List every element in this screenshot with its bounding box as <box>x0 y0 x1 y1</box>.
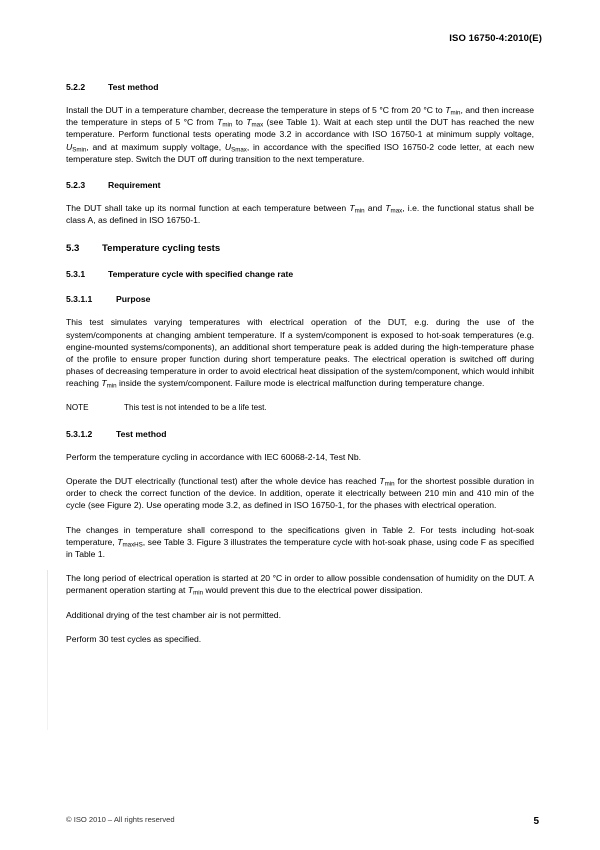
text-run: The DUT shall take up its normal function at each temperature between <box>66 203 350 214</box>
paragraph-5-3-1-1 <box>66 316 534 389</box>
text-run: and <box>364 203 386 214</box>
text-run: The changes in temperature shall correspond to the specifications given in Table 2. For tests including hot-soak temperature, <box>66 524 534 547</box>
heading-title: Purpose <box>116 294 151 305</box>
text-run: , in accordance with the specified ISO 16750-2 code letter, at each new temperature step. Switch the DUT off during transition to the next temperature. <box>66 141 534 164</box>
paragraph-5-3-1-2-f: Perform 30 test cycles as specified. <box>66 633 202 644</box>
subscript: min <box>384 480 395 488</box>
paragraph-5-3-1-2-e: Additional drying of the test chamber air is not permitted. <box>66 609 281 620</box>
symbol-T: T <box>101 378 107 389</box>
text-run: The long period of electrical operation is started at 20 °C in order to allow possible condensation of humidity on the DUT. A permanent operation starting at <box>66 573 534 596</box>
text-run: for the shortest possible duration in order to check the correct function of the device. In addition, operate it electrically between 210 min and 410 min of the cycle (see Figure 2). Use operating mode 3.2, as defined in ISO 16750-1, for the phases with electrical operation. <box>66 476 534 511</box>
heading-number: 5.3.1 <box>66 269 86 280</box>
heading-title: Test method <box>108 82 159 92</box>
heading-5-2-3 <box>66 180 534 190</box>
heading-number: 5.3.1.1 <box>66 294 93 305</box>
subscript: max <box>390 207 403 215</box>
symbol-T: T <box>187 585 194 596</box>
subscript: min <box>106 382 117 390</box>
symbol-T: T <box>349 203 355 214</box>
heading-title: Temperature cycle with specified change rate <box>108 269 294 280</box>
heading-number: 5.2.3 <box>66 180 86 191</box>
symbol-T: T <box>379 476 385 487</box>
subscript: min <box>222 121 233 129</box>
text-run: inside the system/component. Failure mode is electrical malfunction during temperature change. <box>116 378 485 389</box>
text-run: would prevent this due to the electrical power dissipation. <box>203 585 423 596</box>
subscript: min <box>193 589 204 597</box>
symbol-U: U <box>224 141 232 152</box>
header-standard-ref: ISO 16750-4:2010(E) <box>449 33 542 44</box>
subscript: min <box>450 109 461 117</box>
text-run: Install the DUT in a temperature chamber, decrease the temperature in steps of 5 °C from 20 °C to <box>66 105 446 115</box>
paragraph-5-2-3 <box>66 202 534 226</box>
footer-page-number: 5 <box>533 816 539 827</box>
heading-5-3-1 <box>66 269 534 279</box>
heading-5-3 <box>66 243 534 254</box>
symbol-T: T <box>217 117 223 128</box>
heading-title: Temperature cycling tests <box>102 243 221 255</box>
paragraph-5-2-2 <box>66 104 534 165</box>
page-header <box>449 33 542 44</box>
heading-5-3-1-1 <box>66 294 534 304</box>
note-label: NOTE <box>66 402 89 412</box>
paragraph-5-3-1-2-a: Perform the temperature cycling in accordance with IEC 60068-2-14, Test Nb. <box>66 451 362 462</box>
text-run: This test simulates varying temperatures with electrical operation of the DUT, e.g. during the use of the system/components at changing ambient temperature. If a system/component is exposed to hot-soak temperatures (e.g. engine-mounted systems/components), an additional short temperature peak is added during the high-temperature phase of the profile to ensure proper function during short temperature peaks. The electrical operation is switched off during phases of decreasing temperature in order to avoid electrical heat dissipation of the system/component, which would inhibit reaching <box>66 317 534 389</box>
text-run: , see Table 3. Figure 3 illustrates the temperature cycle with hot-soak phase, using code F as specified in Table 1. <box>66 536 534 560</box>
subscript: max <box>251 121 264 129</box>
heading-5-3-1-2 <box>66 429 534 439</box>
subscript: Smax <box>231 145 247 153</box>
paragraph-5-3-1-2-d <box>66 572 534 596</box>
text-run: , and at maximum supply voltage, <box>86 141 225 152</box>
text-run: , i.e. the functional status shall be class A, as defined in ISO 16750-1. <box>66 203 534 226</box>
margin-artifact <box>47 570 48 730</box>
paragraph-5-3-1-2-b <box>66 475 534 512</box>
footer-copyright: © ISO 2010 – All rights reserved <box>66 815 175 824</box>
heading-number: 5.3.1.2 <box>66 428 93 439</box>
subscript: Smin <box>72 145 87 153</box>
heading-5-2-2 <box>66 82 534 92</box>
symbol-T: T <box>117 536 123 547</box>
symbol-T: T <box>385 203 391 214</box>
text-run: Operate the DUT electrically (functional test) after the whole device has reached <box>66 476 380 487</box>
heading-title: Test method <box>116 428 167 439</box>
heading-title: Requirement <box>108 180 161 191</box>
symbol-T: T <box>246 117 252 128</box>
symbol-T: T <box>445 105 451 115</box>
note-5-3-1-1 <box>66 402 534 414</box>
text-run: , and then increase the temperature in steps of 5 °C from <box>66 105 534 128</box>
paragraph-5-3-1-2-c <box>66 524 534 561</box>
note-text: This test is not intended to be a life test. <box>124 402 267 412</box>
document-body <box>66 82 534 645</box>
text-run: to <box>232 117 247 128</box>
text-run: (see Table 1). Wait at each step until the DUT has reached the new temperature. Perform functional tests operating mode 3.2 in accordance with ISO 16750-1 at minimum supply voltage, <box>66 117 534 140</box>
heading-number: 5.2.2 <box>66 82 86 92</box>
subscript: min <box>354 207 365 215</box>
subscript: maxHS <box>122 541 143 549</box>
heading-number: 5.3 <box>66 243 80 255</box>
symbol-U: U <box>66 141 73 152</box>
